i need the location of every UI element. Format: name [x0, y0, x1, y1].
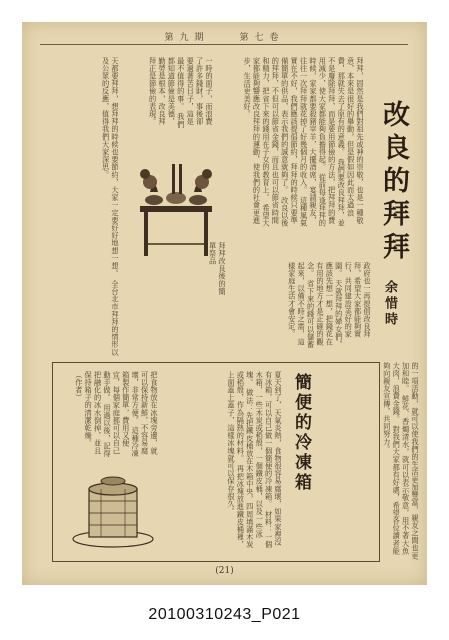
box-paragraph: 再把冰塊放進鐵皮桶裡，上面蓋上蓋子，這樣冰塊就可以保存很久。: [226, 371, 246, 549]
article-body-upper-left: [122, 57, 214, 129]
article-paragraph: 對我們大家都有好處，希望各位讀者能夠向親友宣傳，共同努力。: [382, 362, 402, 555]
page-number: (21): [215, 566, 234, 576]
box-note: （作者）: [74, 371, 84, 402]
article-paragraph: 從前每逢拜拜的時候，家家都要殺豬宰羊，大擺酒席，宴請親友，往往一次拜拜就花掉了好幾個月的收入。: [299, 57, 328, 227]
box-body-right: [163, 371, 283, 553]
box-paragraph: 用過以後，記得把融化的冰水倒掉，並且保持箱子的清潔乾燥。: [84, 371, 112, 458]
article-paragraph: 我們要改良拜拜，並不是廢除拜拜，而是要用節儉的方法，把拜拜的費用減少，使大家都能夠負擔得起。: [318, 57, 347, 227]
page-header: 第九期 第七卷: [164, 33, 285, 43]
header-rule: [40, 44, 408, 45]
box-paragraph: 做法：先把鐵皮桶放在木箱中央，四周填滿木炭或稻殼，作為隔熱的材料。: [236, 371, 255, 549]
article-body-upper: [220, 57, 365, 227]
article-paragraph: 省下來的錢可以儲蓄起來，以備不時之需，這樣家庭生活才會安定。: [287, 262, 316, 349]
article-paragraph: 政府也一再提倡改良拜拜，希望大家都能夠實行，共同建設美好的家園。: [334, 262, 372, 338]
sidebar-text: [30, 57, 120, 357]
article-paragraph: 一時的面子，而浪費了許多錢財，事後卻要過著苦日子，這是最不值得的事。: [176, 57, 214, 126]
sidebar-box: [52, 362, 380, 562]
sidebar-paragraph: 全台北市拜拜的情形以及公眾的反應，值得我們大家深思。: [101, 57, 120, 357]
article-paragraph: 這種風氣實在不好，我們應該提倡節約，拜拜的時候只要準備簡單的供品，表示我們的誠意就夠了。: [280, 57, 309, 227]
article-paragraph: 鮮花、香燭清水，就可以表示敬意，用不著大魚大肉，浪費金錢。: [392, 362, 411, 555]
magazine-page: [22, 22, 427, 585]
article-body-right: [382, 362, 420, 560]
article-paragraph: 天就拜拜的婦女們，應該先想一想，把錢花在有用的地方才是正確的觀念。: [306, 262, 344, 349]
article-author: 余惜時: [382, 280, 397, 328]
illustration-caption: 拜拜改良後的簡單祭品: [208, 242, 227, 296]
article-title: 改良的拜拜: [378, 100, 409, 265]
article-paragraph: 我們都知道節儉是美德，勤勞是根本，改良拜拜正是節儉的表現。: [148, 57, 186, 129]
box-paragraph: 這種冷凍箱製作簡單，費用又便宜，每個家庭都可以自己動手做。: [102, 371, 141, 458]
cold-box-illustration: [67, 467, 159, 551]
archive-id-label: 20100310243_P021: [148, 606, 301, 623]
box-paragraph: 夏天到了，天氣炎熱，食物很容易腐壞，如果家裡沒有冰箱，可以自己做一個簡便的冷凍箱。: [264, 371, 283, 546]
box-paragraph: 材料：一個木箱，一些木炭或稻殼，一個鐵皮桶，以及一些冰塊。: [245, 371, 274, 549]
box-body-left: [59, 371, 159, 459]
article-paragraph: 的一項活動，就可以使我們的生活更加豐富，親友之間也更加和睦。: [401, 362, 420, 560]
box-paragraph: 把食物放在冰塊旁邊，就可以保持新鮮，不容易腐壞，非常方便。: [131, 371, 159, 455]
article-paragraph: 拜拜，固然是我們對祖先或神的崇敬，也是一種敬意，本來是很好的舉動，但是假如因此而太過浪費，那就失去了原有的意義。: [337, 57, 365, 225]
sidebar-paragraph: 天都要拜拜，想拜拜的時候也要節約，大家一定要好好地想一想。: [111, 57, 120, 278]
article-paragraph: 希望大家都能夠響應改良拜拜的運動，使我們的社會更進步，生活更美好。: [243, 57, 271, 227]
box-title: 簡便的冷凍箱: [291, 373, 311, 493]
article-body-lower: [132, 262, 372, 352]
article-paragraph: 改良以後的拜拜，不但可以節省金錢，而且也可以節省時間和精力，把省下來的錢用在子女的教育上。: [261, 57, 290, 227]
